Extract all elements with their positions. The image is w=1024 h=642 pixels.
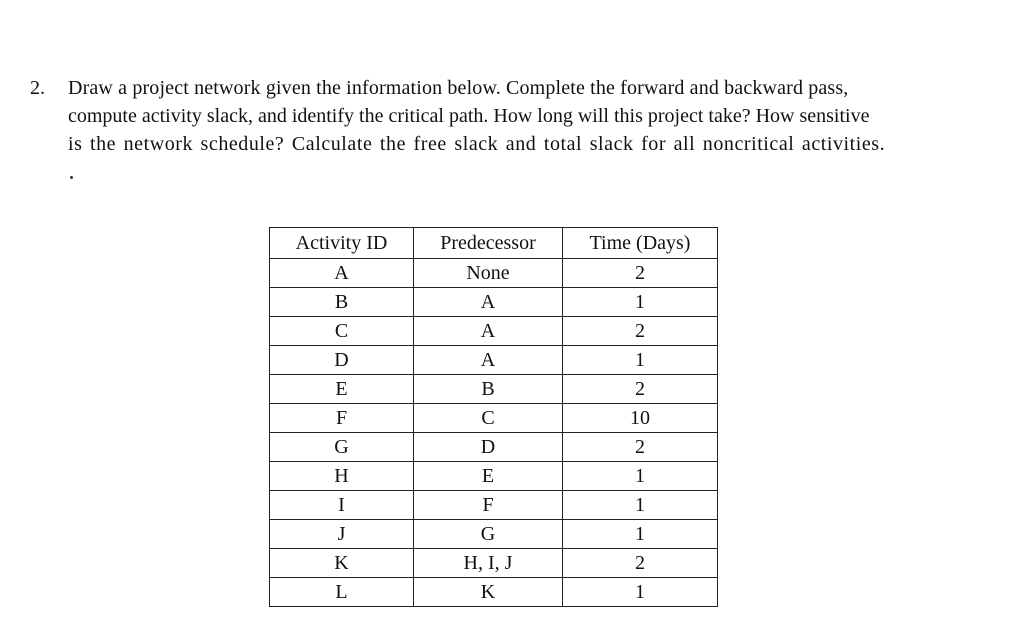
time-cell: 10 <box>563 404 718 433</box>
question-line-3: is the network schedule? Calculate the free slack and total slack for all noncritical activities. <box>68 133 886 155</box>
table-header-row <box>270 228 718 259</box>
header-time-days: Time (Days) <box>563 228 718 259</box>
activity-id-cell: H <box>270 462 414 491</box>
time-cell: 1 <box>563 288 718 317</box>
table-row <box>270 288 718 317</box>
time-cell: 1 <box>563 578 718 607</box>
table-row <box>270 520 718 549</box>
table-row <box>270 317 718 346</box>
time-cell: 1 <box>563 462 718 491</box>
activity-id-cell: E <box>270 375 414 404</box>
activity-id-cell: D <box>270 346 414 375</box>
activity-id-cell: F <box>270 404 414 433</box>
predecessor-cell: A <box>414 317 563 346</box>
activity-id-cell: L <box>270 578 414 607</box>
header-predecessor: Predecessor <box>414 228 563 259</box>
predecessor-cell: H, I, J <box>414 549 563 578</box>
activity-id-cell: J <box>270 520 414 549</box>
time-cell: 2 <box>563 375 718 404</box>
activity-id-cell: G <box>270 433 414 462</box>
table-row <box>270 433 718 462</box>
predecessor-cell: None <box>414 259 563 288</box>
predecessor-cell: F <box>414 491 563 520</box>
question-line-1: Draw a project network given the information below. Complete the forward and backward pass, <box>68 77 849 99</box>
table-row <box>270 346 718 375</box>
predecessor-cell: A <box>414 288 563 317</box>
table-row <box>270 578 718 607</box>
predecessor-cell: C <box>414 404 563 433</box>
time-cell: 2 <box>563 549 718 578</box>
activity-table <box>269 227 718 607</box>
predecessor-cell: E <box>414 462 563 491</box>
activity-id-cell: I <box>270 491 414 520</box>
predecessor-cell: B <box>414 375 563 404</box>
table-row <box>270 259 718 288</box>
activity-id-cell: C <box>270 317 414 346</box>
predecessor-cell: K <box>414 578 563 607</box>
table-row <box>270 404 718 433</box>
time-cell: 2 <box>563 259 718 288</box>
time-cell: 1 <box>563 520 718 549</box>
activity-id-cell: B <box>270 288 414 317</box>
predecessor-cell: A <box>414 346 563 375</box>
activity-id-cell: K <box>270 549 414 578</box>
predecessor-cell: D <box>414 433 563 462</box>
header-activity-id: Activity ID <box>270 228 414 259</box>
time-cell: 2 <box>563 433 718 462</box>
question-number: 2. <box>30 77 45 99</box>
stray-mark <box>70 176 73 179</box>
time-cell: 2 <box>563 317 718 346</box>
predecessor-cell: G <box>414 520 563 549</box>
time-cell: 1 <box>563 491 718 520</box>
time-cell: 1 <box>563 346 718 375</box>
table-row <box>270 491 718 520</box>
activity-id-cell: A <box>270 259 414 288</box>
table-row <box>270 549 718 578</box>
question-text <box>68 74 918 158</box>
table-row <box>270 462 718 491</box>
question-line-2: compute activity slack, and identify the critical path. How long will this project take? How sensitive <box>68 105 870 127</box>
table-row <box>270 375 718 404</box>
